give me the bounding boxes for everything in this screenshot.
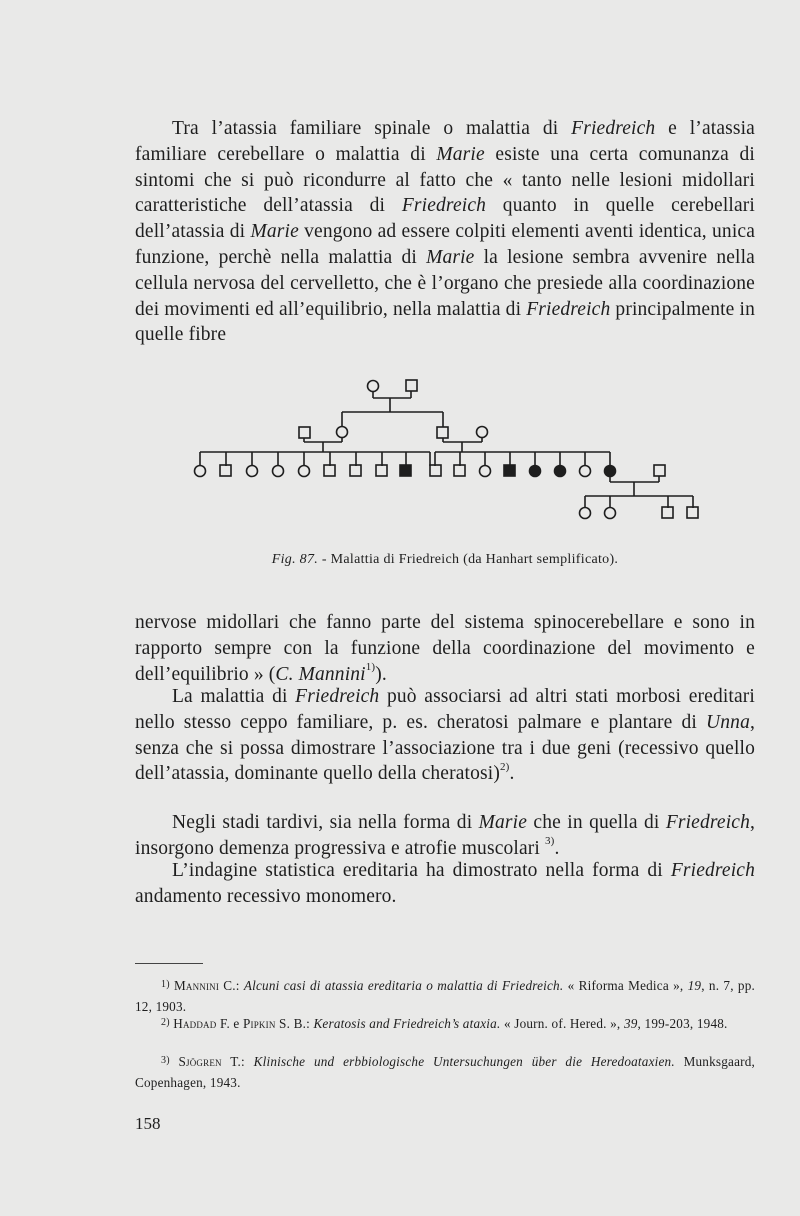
footnote-ref: 1)	[365, 661, 376, 674]
footnote-author: Sjögren	[178, 1054, 222, 1069]
text-run: Munksgaard, Copenhagen, 1943.	[135, 1054, 756, 1090]
italic-term: Marie	[478, 812, 528, 833]
text-run: C.:	[219, 978, 244, 993]
italic-term: Friedreich	[571, 118, 656, 139]
paragraph-2	[135, 610, 755, 687]
female-symbol	[580, 508, 591, 519]
figure-label: Fig. 87.	[271, 552, 319, 567]
footnote-number: 1)	[161, 979, 170, 990]
footnote-ref: 3)	[545, 835, 555, 848]
male-symbol	[437, 427, 448, 438]
text-run: .	[509, 763, 515, 785]
footnote-author: Pipkin	[243, 1016, 276, 1031]
italic-term: Friedreich	[526, 298, 611, 320]
italic-term: Marie	[250, 221, 299, 243]
pedigree-figure	[190, 370, 710, 530]
italic-term: Friedreich	[295, 686, 380, 707]
male-symbol	[687, 507, 698, 518]
footnote-title: Alcuni casi di atassia ereditaria o malattia di Friedreich.	[243, 978, 564, 993]
text-run: nervose midollari che fanno parte del sistema spinocerebellare e sono in rapporto sempre con la funzione della coordinazione del movimento e dell’equilibrio » (	[135, 612, 755, 685]
female-symbol	[337, 427, 348, 438]
paragraph-3	[135, 684, 755, 787]
footnote-author: Haddad	[173, 1016, 217, 1031]
text-run: ).	[375, 663, 387, 685]
text-run: .	[554, 837, 560, 859]
female-symbol	[273, 466, 284, 477]
female-symbol	[580, 466, 591, 477]
paragraph-5	[135, 858, 755, 910]
female-symbol	[299, 466, 310, 477]
text-run: e l’atassia familiare cerebellare o malattia di	[135, 118, 755, 165]
text-run: , insorgono demenza progressiva e atrofie muscolari	[135, 812, 756, 859]
text-run: F. e	[216, 1016, 243, 1031]
text-run: quanto in quelle cerebellari dell’atassia di	[135, 195, 755, 243]
footnote-divider	[135, 963, 203, 964]
text-run: , 199-203, 1948.	[637, 1016, 728, 1031]
male-symbol	[430, 465, 441, 476]
text-run: T.:	[221, 1054, 254, 1069]
text-run: esiste una certa comunanza di sintomi che si può ricondurre al fatto che « tanto nelle lesioni midollari caratteristiche dell’atassia di	[135, 143, 755, 217]
italic-term: Marie	[426, 246, 475, 268]
text-run: L’indagine statistica ereditaria ha dimostrato nella forma di	[172, 860, 671, 881]
italic-term: Friedreich	[401, 195, 487, 217]
male-symbol	[406, 380, 417, 391]
footnote-title: Klinische und erbbiologische Untersuchungen über die Heredoataxien.	[253, 1054, 675, 1069]
male-symbol	[654, 465, 665, 476]
male-symbol	[220, 465, 231, 476]
text-run: S. B.:	[275, 1016, 314, 1031]
female-symbol	[480, 466, 491, 477]
figure-caption	[135, 552, 755, 568]
male-symbol	[662, 507, 673, 518]
male-symbol	[324, 465, 335, 476]
paragraph-1	[135, 116, 755, 348]
footnote-3	[135, 1052, 755, 1092]
italic-term: C. Mannini	[275, 663, 366, 685]
text-run: , senza che si possa dimostrare l’associazione tra i due geni (recessivo quello dell’atassia, dominante quello della cheratosi)	[135, 711, 755, 785]
text-run: vengono ad essere colpiti elementi aventi identica, unica funzione, perchè nella malattia di	[135, 221, 756, 268]
affected-male-symbol	[400, 465, 411, 476]
affected-male-symbol	[504, 465, 515, 476]
text-run: Negli stadi tardivi, sia nella forma di	[172, 812, 479, 833]
text-run: che in quella di	[527, 812, 666, 833]
italic-term: Friedreich	[670, 860, 755, 881]
affected-female-symbol	[530, 466, 541, 477]
text-run: Tra l’atassia familiare spinale o malattia di	[172, 118, 572, 139]
text-run: , n. 7, pp. 12, 1903.	[135, 978, 756, 1014]
footnote-ref: 2)	[499, 760, 510, 773]
affected-female-symbol	[555, 466, 566, 477]
italic-term: Unna	[706, 711, 750, 733]
male-symbol	[454, 465, 465, 476]
text-run: principalmente in quelle fibre	[135, 298, 755, 346]
footnote-author: Mannini	[173, 978, 220, 993]
female-symbol	[247, 466, 258, 477]
female-symbol	[368, 381, 379, 392]
text-run: La malattia di	[172, 686, 296, 707]
text-run: la lesione sembra avvenire nella cellula nervosa del cervelletto, che è l’organo che presiede alla coordinazione dei movimenti ed all’equilibrio, nella malattia di	[135, 246, 755, 320]
female-symbol	[195, 466, 206, 477]
footnote-title: Keratosis and Friedreich’s ataxia.	[313, 1016, 501, 1031]
italic-term: Friedreich	[665, 812, 750, 833]
affected-female-symbol	[605, 466, 616, 477]
italic-term: Marie	[436, 143, 485, 165]
footnote-volume: 19	[687, 978, 702, 993]
text-run: « Riforma Medica »,	[563, 978, 688, 993]
figure-caption-text: - Malattia di Friedreich (da Hanhart semplificato).	[318, 552, 619, 567]
female-symbol	[605, 508, 616, 519]
pedigree-chart	[190, 370, 710, 530]
footnote-number: 3)	[161, 1055, 170, 1066]
text-run: « Journ. of. Hered. »,	[500, 1016, 624, 1031]
female-symbol	[477, 427, 488, 438]
footnote-number: 2)	[161, 1017, 170, 1028]
footnote-2	[135, 1014, 755, 1035]
male-symbol	[350, 465, 361, 476]
text-run: può associarsi ad altri stati morbosi ereditari nello stesso ceppo familiare, p. es. cheratosi palmare e plantare di	[135, 686, 755, 733]
footnote-volume: 39	[623, 1016, 638, 1031]
male-symbol	[299, 427, 310, 438]
paragraph-4	[135, 810, 755, 862]
footnote-1	[135, 976, 755, 1016]
male-symbol	[376, 465, 387, 476]
page-number: 158	[135, 1114, 161, 1133]
text-run: andamento recessivo monomero.	[135, 885, 397, 907]
